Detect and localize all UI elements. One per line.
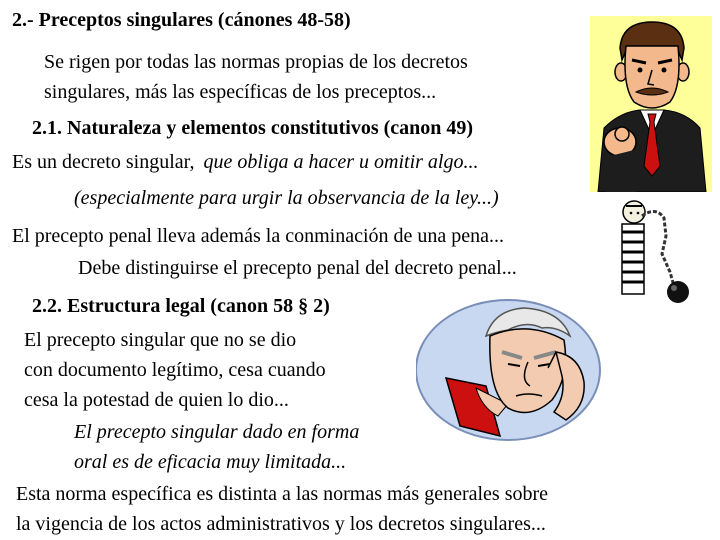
section-2-line-1: El precepto singular que no se dio xyxy=(24,329,297,351)
prisoner-ball-and-chain-icon xyxy=(612,196,694,304)
section-2-line-3: cesa la potestad de quien lo dio... xyxy=(24,389,289,411)
thinking-old-man-icon xyxy=(416,296,604,444)
slide-title: 2.- Preceptos singulares (cánones 48-58) xyxy=(12,9,351,31)
section-1-line-1 xyxy=(12,150,478,174)
intro-line-1: Se rigen por todas las normas propias de los decretos xyxy=(44,51,468,73)
section-1-heading: 2.1. Naturaleza y elementos constitutivos (canon 49) xyxy=(32,117,474,139)
final-line-2: la vigencia de los actos administrativos y los decretos singulares... xyxy=(16,513,546,535)
section-1-line-3: El precepto penal lleva además la conminación de una pena... xyxy=(12,225,505,247)
intro-line-2: singulares, más las específicas de los preceptos... xyxy=(44,81,437,103)
section-2-heading: 2.2. Estructura legal (canon 58 § 2) xyxy=(32,295,330,317)
section-1-line-2: (especialmente para urgir la observancia de la ley...) xyxy=(74,187,499,209)
section-2-line-2: con documento legítimo, cesa cuando xyxy=(24,359,326,381)
pointing-man-icon xyxy=(590,16,712,192)
section-1-line-4: Debe distinguirse el precepto penal del decreto penal... xyxy=(78,257,517,279)
section-2-line-4: El precepto singular dado en forma xyxy=(74,421,360,443)
s1-line1-italic: que obliga a hacer u omitir algo... xyxy=(203,151,479,173)
section-2-line-5: oral es de eficacia muy limitada... xyxy=(74,451,347,473)
s1-line1-normal: Es un decreto singular, xyxy=(12,151,200,173)
final-line-1: Esta norma específica es distinta a las normas más generales sobre xyxy=(16,483,549,505)
